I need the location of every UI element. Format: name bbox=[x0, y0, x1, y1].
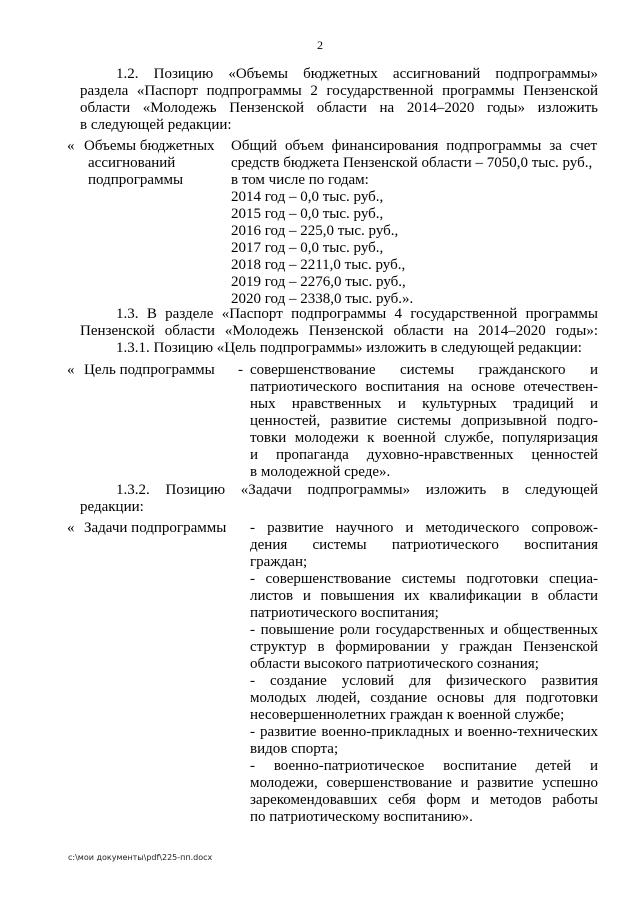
paragraph-1-3-2 bbox=[80, 482, 598, 516]
text-line: патриотического воспитания; bbox=[250, 605, 439, 621]
label-line: подпрограммы bbox=[88, 172, 184, 188]
footer-file-path: c:\мои документы\pdf\225-пп.docx bbox=[68, 853, 213, 862]
paragraph-1-2 bbox=[80, 66, 598, 134]
text-line: раздела «Паспорт подпрограммы 2 государственной программы Пензенской bbox=[80, 83, 598, 99]
text-line: средств бюджета Пензенской области – 7050,0 тыс. руб., bbox=[231, 155, 593, 171]
open-quote: « bbox=[67, 362, 75, 378]
text-line: молодых людей, создание основы для подготовки bbox=[250, 690, 598, 706]
text-line: ценностей, развитие системы допризывной подго- bbox=[250, 413, 598, 429]
text-line: зарекомендовавших себя форм и методов работы bbox=[250, 792, 598, 808]
text-line: 2016 год – 225,0 тыс. руб., bbox=[231, 223, 399, 239]
text-line: в следующей редакции: bbox=[80, 117, 232, 133]
text-line: области высокого патриотического сознания; bbox=[250, 656, 539, 672]
text-line: листов и повышения их квалификации в области bbox=[250, 588, 598, 604]
text-line: 2020 год – 2338,0 тыс. руб.». bbox=[231, 291, 414, 307]
text-line: дения системы патриотического воспитания bbox=[250, 537, 598, 553]
text-line: граждан; bbox=[250, 554, 308, 570]
text-line: - развитие военно-прикладных и военно-технических bbox=[250, 724, 598, 740]
text-line: видов спорта; bbox=[250, 741, 339, 757]
goal-label: Цель подпрограммы bbox=[84, 362, 215, 378]
goal-dash: - bbox=[238, 362, 243, 378]
text-line: Общий объем финансирования подпрограммы за счет bbox=[231, 138, 597, 154]
goal-text bbox=[250, 362, 598, 481]
text-line: товки молодежи к военной службе, популяризация bbox=[250, 430, 598, 446]
text-line: молодежи, совершенствование и развитие успешно bbox=[250, 775, 598, 791]
text-line: Пензенской области «Молодежь Пензенской области на 2014–2020 годы»: bbox=[80, 323, 598, 339]
text-line: 1.3.1. Позицию «Цель подпрограммы» изложить в следующей редакции: bbox=[116, 340, 582, 356]
text-line: в молодежной среде». bbox=[250, 464, 391, 480]
text-line: 1.3. В разделе «Паспорт подпрограммы 4 государственной программы bbox=[116, 306, 598, 322]
text-line: 2018 год – 2211,0 тыс. руб., bbox=[231, 257, 406, 273]
text-line: структур в формировании у граждан Пензенской bbox=[250, 639, 598, 655]
text-line: и пропаганда духовно-нравственных ценностей bbox=[250, 447, 598, 463]
text-line: 2014 год – 0,0 тыс. руб., bbox=[231, 189, 384, 205]
page-number: 2 bbox=[317, 38, 323, 52]
text-line: 2019 год – 2276,0 тыс. руб., bbox=[231, 274, 406, 290]
tasks-label: Задачи подпрограммы bbox=[84, 520, 227, 536]
text-line: 1.3.2. Позицию «Задачи подпрограммы» изложить в следующей bbox=[116, 482, 598, 498]
text-line: 1.2. Позицию «Объемы бюджетных ассигнований подпрограммы» bbox=[116, 66, 598, 82]
text-line: в том числе по годам: bbox=[231, 172, 369, 188]
open-quote: « bbox=[67, 138, 75, 154]
text-line: - создание условий для физического развития bbox=[250, 673, 598, 689]
text-line: патриотического воспитания на основе отечествен- bbox=[250, 379, 598, 395]
paragraph-1-3 bbox=[80, 306, 598, 357]
tasks-text bbox=[250, 520, 598, 826]
text-line: совершенствование системы гражданского и bbox=[250, 362, 598, 378]
budget-label bbox=[84, 138, 224, 189]
text-line: 2017 год – 0,0 тыс. руб., bbox=[231, 240, 384, 256]
text-line: области «Молодежь Пензенской области на 2014–2020 годы» изложить bbox=[80, 100, 598, 116]
text-line: по патриотическому воспитанию». bbox=[250, 809, 473, 825]
text-line: ных нравственных и культурных традиций и bbox=[250, 396, 598, 412]
budget-text bbox=[231, 138, 597, 308]
open-quote: « bbox=[67, 520, 75, 536]
text-line: - военно-патриотическое воспитание детей и bbox=[250, 758, 598, 774]
label-line: ассигнований bbox=[88, 155, 176, 171]
text-line: редакции: bbox=[80, 499, 144, 515]
text-line: - повышение роли государственных и общественных bbox=[250, 622, 598, 638]
text-line: несовершеннолетних граждан к военной службе; bbox=[250, 707, 565, 723]
label-line: Объемы бюджетных bbox=[84, 138, 215, 154]
text-line: 2015 год – 0,0 тыс. руб., bbox=[231, 206, 384, 222]
text-line: - совершенствование системы подготовки специа- bbox=[250, 571, 598, 587]
text-line: - развитие научного и методического сопровож- bbox=[250, 520, 598, 536]
